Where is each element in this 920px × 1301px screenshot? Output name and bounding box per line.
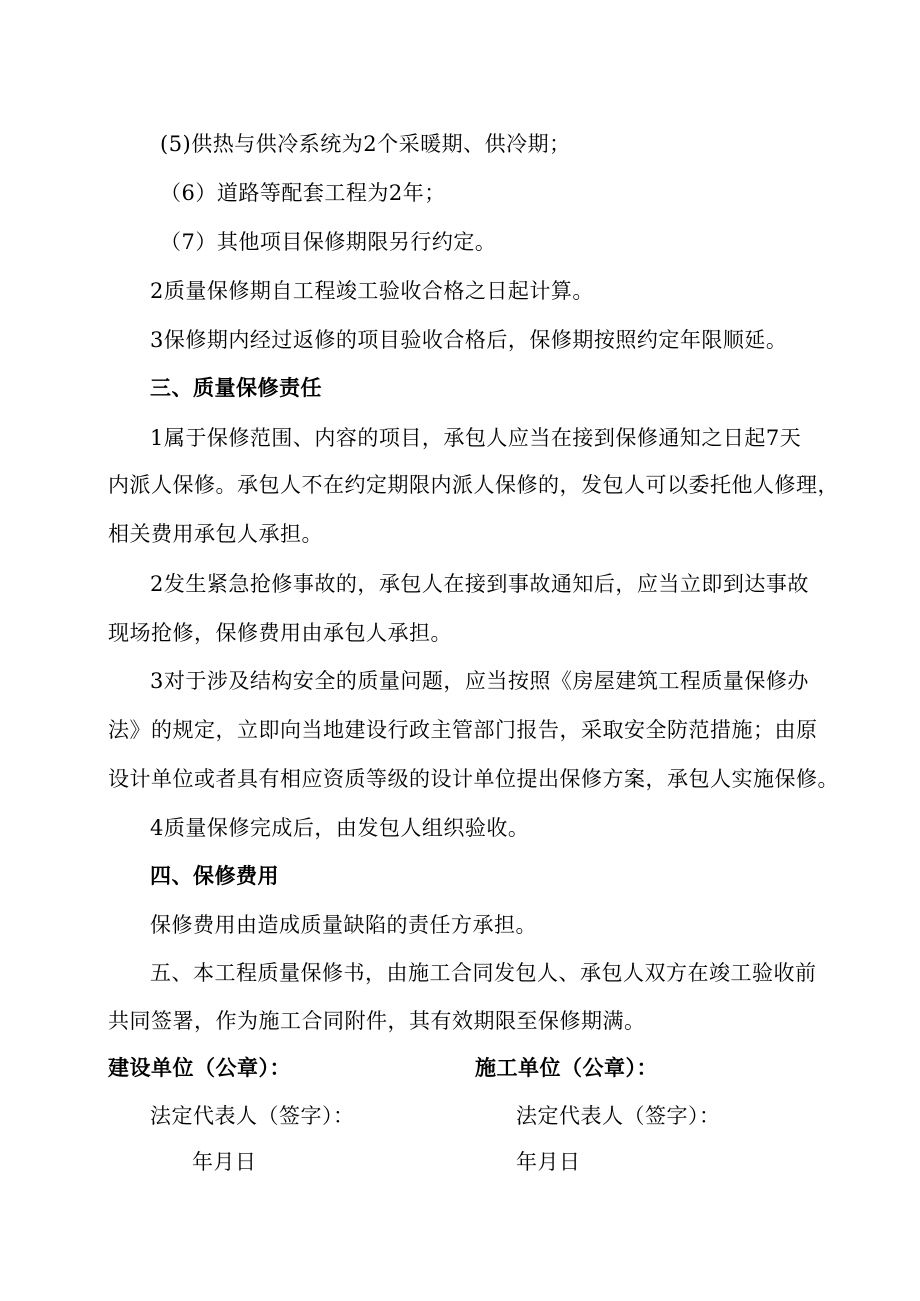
section-3-p3-line1: 3对于涉及结构安全的质量问题，应当按照《房屋建筑工程质量保修办 xyxy=(150,669,809,693)
section-5-line2: 共同签署，作为施工合同附件，其有效期限至保修期满。 xyxy=(108,1009,646,1033)
signature-left-rep: 法定代表人（签字）： xyxy=(150,1104,355,1128)
section-3-p2-line1: 2发生紧急抢修事故的，承包人在接到事故通知后，应当立即到达事故 xyxy=(150,572,809,596)
signature-right-date: 年月日 xyxy=(516,1150,581,1174)
section-3-p2-line2: 现场抢修，保修费用由承包人承担。 xyxy=(108,621,452,645)
section-3-p1-line1: 1属于保修范围、内容的项目，承包人应当在接到保修通知之日起7天 xyxy=(150,426,802,450)
section-3-p1-line3: 相关费用承包人承担。 xyxy=(108,522,323,546)
section-3-heading: 三、质量保修责任 xyxy=(150,375,322,400)
section-3-p1-line2: 内派人保修。承包人不在约定期限内派人保修的，发包人可以委托他人修理， xyxy=(108,473,839,497)
section-5-line1: 五、本工程质量保修书，由施工合同发包人、承包人双方在竣工验收前 xyxy=(150,961,817,985)
period-item-6: （6）道路等配套工程为2年； xyxy=(160,181,446,205)
period-paragraph-3: 3保修期内经过返修的项目验收合格后，保修期按照约定年限顺延。 xyxy=(150,328,788,352)
signature-right-rep: 法定代表人（签字）： xyxy=(516,1104,721,1128)
section-3-p3-line3: 设计单位或者具有相应资质等级的设计单位提出保修方案，承包人实施保修。 xyxy=(108,767,839,791)
signature-right-unit: 施工单位（公章）： xyxy=(475,1055,658,1080)
signature-left-unit: 建设单位（公章）： xyxy=(108,1055,291,1080)
section-3-p4: 4质量保修完成后，由发包人组织验收。 xyxy=(150,816,530,840)
period-paragraph-2: 2质量保修期自工程竣工验收合格之日起计算。 xyxy=(150,279,594,303)
section-4-p1: 保修费用由造成质量缺陷的责任方承担。 xyxy=(150,913,537,937)
signature-left-date: 年月日 xyxy=(192,1150,257,1174)
section-3-p3-line2: 法》的规定，立即向当地建设行政主管部门报告，采取安全防范措施；由原 xyxy=(108,718,818,742)
period-item-7: （7）其他项目保修期限另行约定。 xyxy=(160,230,497,254)
section-4-heading: 四、保修费用 xyxy=(150,863,279,888)
period-item-5: (5)供热与供冷系统为2个采暖期、供冷期； xyxy=(160,132,571,156)
